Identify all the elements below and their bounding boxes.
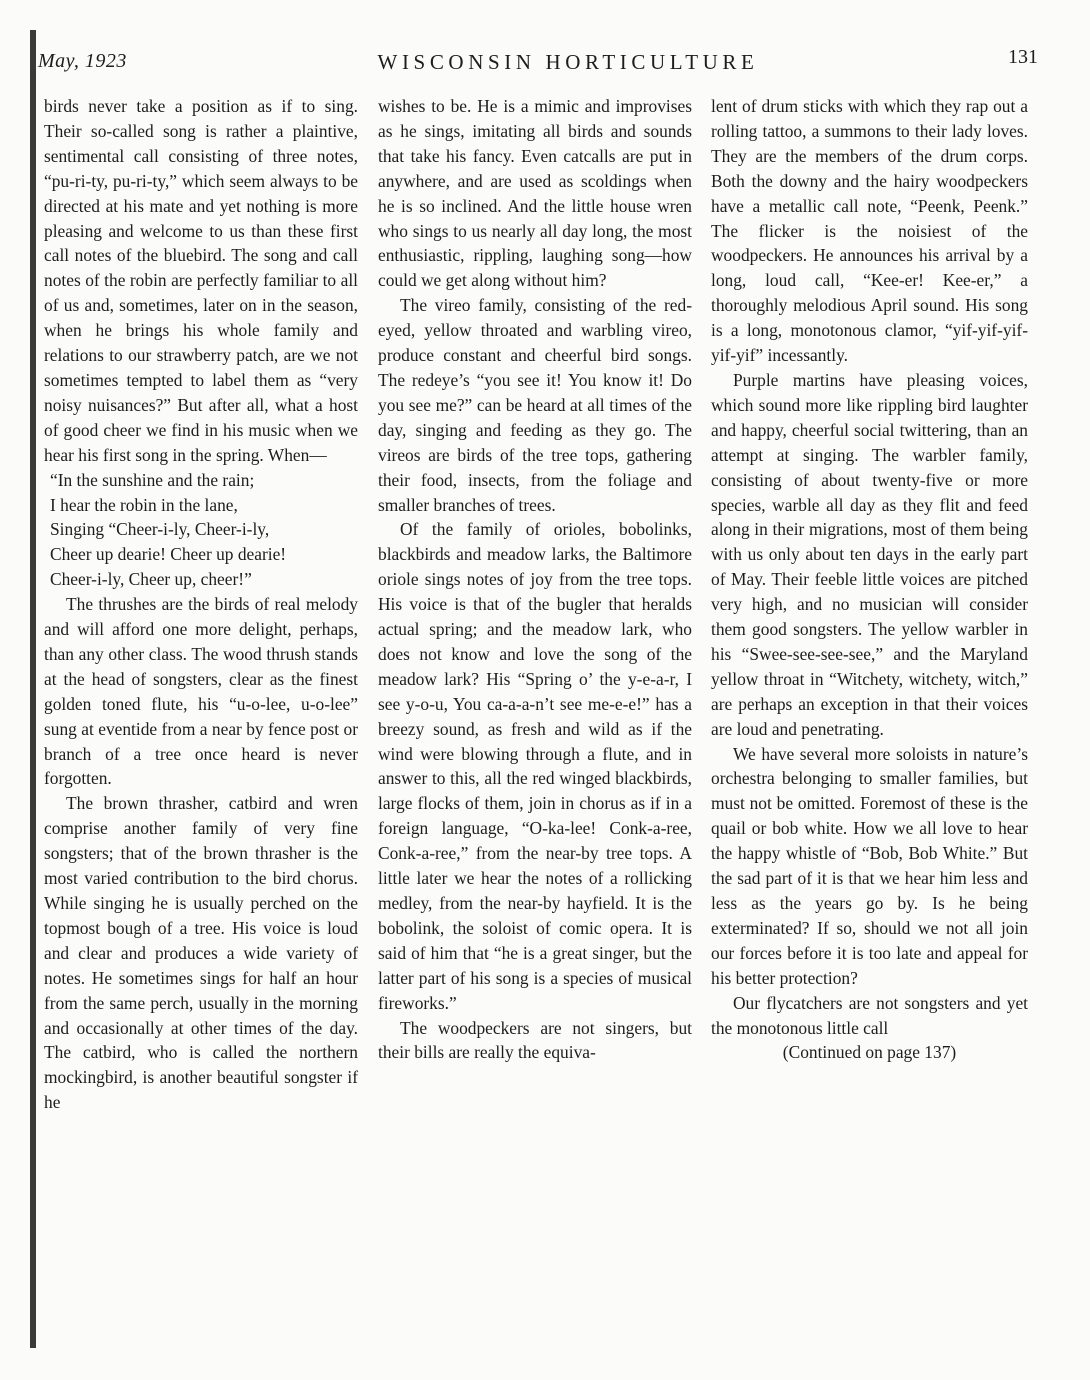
verse-line: Cheer-i-ly, Cheer up, cheer!”: [50, 569, 252, 590]
robin-verse: [44, 468, 358, 593]
paragraph: Purple martins have pleasing voices, which sound more like rippling bird laughter and happy, cheerful social twittering, than an attempt at singing. The warbler family, consisting of about twenty-five or more species, warble all day as they flit and feed along in their migrations, most of them being with us only about ten days in the early part of May. Their feeble little voices are pitched very high, and no musician will consider them good songsters. The yellow warbler in his “Swee-see-see-see,” and the Maryland yellow throat in “Witchety, witchety, witch,” are perhaps an exception in that their voices are loud and penetrating.: [711, 369, 1028, 739]
column-2: [378, 94, 692, 1065]
paragraph: Our flycatchers are not songsters and yet the monotonous little call: [711, 992, 1028, 1038]
column-1: [44, 94, 358, 1115]
paragraph: wishes to be. He is a mimic and improvises as he sings, imitating all birds and sounds that take his fancy. Even catcalls are put in anywhere, and are used as scoldings when he is so inclined. And the little house wren who sings to us nearly all day long, the most enthusiastic, rippling, laughing song—how could we get along without him?: [378, 96, 692, 291]
binding-edge: [30, 30, 36, 1348]
continued-note: (Continued on page 137): [782, 1042, 957, 1063]
verse-line: “In the sunshine and the rain;: [50, 469, 255, 490]
paragraph: birds never take a position as if to sing. Their so-called song is rather a plaintive, sentimental call consisting of three notes, “pu-ri-ty, pu-ri-ty,” which seem always to be directed at his mate and yet nothing is more pleasing and welcome to us than these first call notes of the bluebird. The song and call notes of the robin are perfectly familiar to all of us and, sometimes, later on in the season, when he brings his whole family and relations to our strawberry patch, are we not sometimes tempted to label them as “very noisy nuisances?” But after all, what a host of good cheer we find in his music when we hear his first song in the spring. When—: [44, 96, 358, 465]
page-number: 131: [1008, 46, 1038, 68]
paragraph: The brown thrasher, catbird and wren comprise another family of very fine songsters; that of the brown thrasher is the most varied contribution to the bird chorus. While singing he is usually perched on the topmost bough of a tree. His voice is loud and clear and produces a wide variety of notes. He sometimes sings for half an hour from the same perch, usually in the morning and occasionally at other times of the day. The catbird, who is called the northern mockingbird, is another beautiful songster if he: [44, 793, 358, 1113]
paragraph: The woodpeckers are not singers, but their bills are really the equiva-: [378, 1017, 692, 1063]
paragraph: The vireo family, consisting of the red-eyed, yellow throated and warbling vireo, produce constant and cheerful bird songs. The redeye’s “you see it! You know it! Do you see me?” can be heard at all times of the day, singing and feeding as they go. The vireos are birds of the tree tops, gathering their food, insects, from the foliage and smaller branches of trees.: [378, 295, 692, 515]
issue-date: May, 1923: [38, 50, 127, 72]
paragraph: Of the family of orioles, bobolinks, blackbirds and meadow larks, the Baltimore oriole sings notes of joy from the tree tops. His voice is that of the bugler that heralds actual spring; and the meadow lark, who does not know and love the song of the meadow lark? His “Spring o’ the y-e-a-r, I see y-o-u, You ca-a-a-n’t see me-e-e!” has a breezy sound, as fresh and wild as if the wind were blowing through a flute, and in answer to this, all the red winged blackbirds, large flocks of them, join in chorus as if in a foreign language, “O-ka-lee! Conk-a-ree, Conk-a-ree,” from the near-by tree tops. A little later we hear the notes of a rollicking medley, from the near-by hayfield. It is the bobolink, the soloist of comic opera. It is said of him that “he is a great singer, but the latter part of his song is a species of musical fireworks.”: [378, 519, 692, 1013]
journal-title: WISCONSIN HORTICULTURE: [377, 50, 759, 74]
running-head: [38, 46, 1038, 80]
verse-line: I hear the robin in the lane,: [50, 494, 238, 515]
paragraph: The thrushes are the birds of real melody and will afford one more delight, perhaps, than any other class. The wood thrush stands at the head of songsters, clear as the finest golden toned flute, his “u-o-lee, u-o-lee” sung at eventide from a near by fence post or branch of a tree once heard is never forgotten.: [44, 594, 358, 789]
paragraph: lent of drum sticks with which they rap out a rolling tattoo, a summons to their lady loves. They are the members of the drum corps. Both the downy and the hairy woodpeckers have a metallic call note, “Peenk, Peenk.” The flicker is the noisiest of the woodpeckers. He announces his arrival by a long, loud call, “Kee-er! Kee-er,” a thoroughly melodious April sound. His song is a long, monotonous clamor, “yif-yif-yif-yif-yif” incessantly.: [711, 96, 1028, 366]
verse-line: Singing “Cheer-i-ly, Cheer-i-ly,: [50, 519, 270, 540]
verse-line: Cheer up dearie! Cheer up dearie!: [50, 544, 287, 565]
column-3: [711, 94, 1028, 1065]
paragraph: We have several more soloists in nature’s orchestra belonging to smaller families, but must not be omitted. Foremost of these is the quail or bob white. How we all love to hear the happy whistle of “Bob, Bob White.” But the sad part of it is that we hear him less and less as the years go by. Is he being exterminated? If so, should we not all join our forces before it is too late and appeal for his better protection?: [711, 743, 1028, 988]
